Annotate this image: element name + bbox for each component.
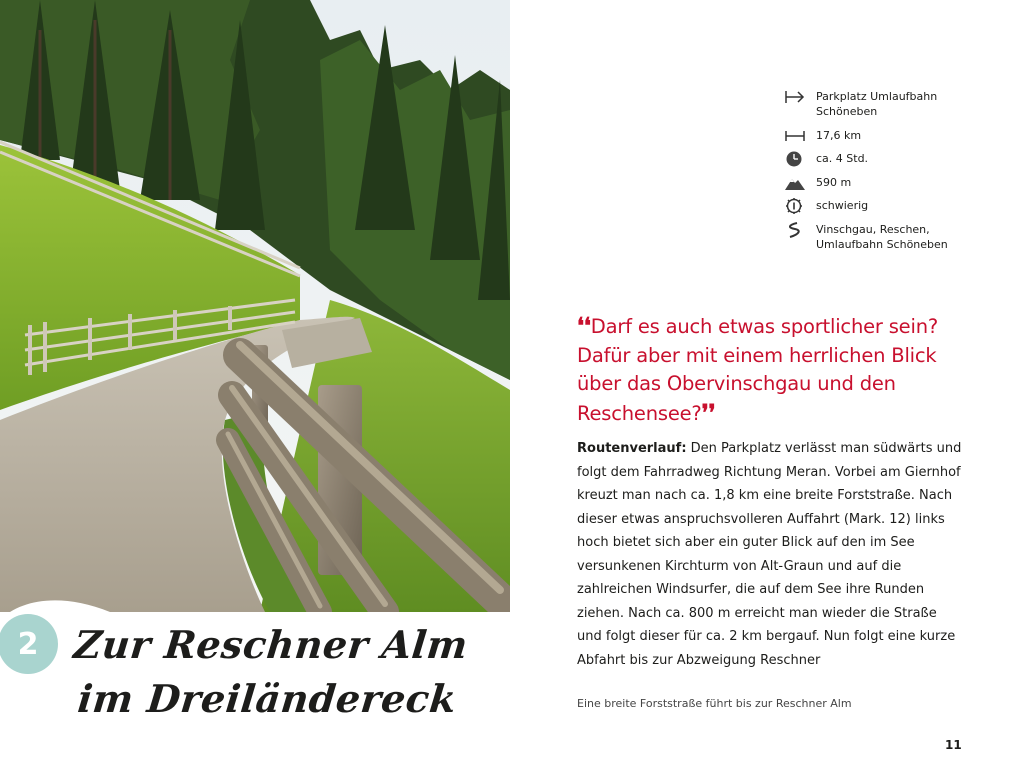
distance-icon [784, 128, 806, 144]
mountain-icon [784, 175, 806, 191]
route-icon [784, 222, 806, 238]
info-difficulty-text: schwierig [816, 199, 869, 212]
route-description [577, 437, 962, 672]
clock-icon [784, 151, 806, 167]
quote-text: Darf es auch etwas sportlicher sein? Dafür aber mit einem herrlichen Blick über das Obervinschgau und den Reschensee? [577, 315, 939, 425]
info-route [784, 222, 948, 252]
photo-illustration [0, 0, 510, 612]
pull-quote [577, 312, 967, 428]
info-distance-text: 17,6 km [816, 129, 862, 142]
route-description-lead: Routenverlauf: [577, 441, 687, 456]
forest-road-photo [0, 0, 510, 612]
tour-title-line-1: Zur Reschner Alm [71, 622, 471, 667]
quote-close-icon: ❜❜ [701, 399, 716, 426]
quote-open-icon: ❛❛ [577, 313, 591, 339]
start-arrow-icon [784, 89, 806, 105]
page-number: 11 [945, 738, 962, 752]
info-route-text: Vinschgau, Reschen, Umlaufbahn Schöneben [816, 223, 948, 251]
info-duration [784, 151, 868, 167]
difficulty-icon [784, 198, 806, 214]
tour-title-line-2: im Dreiländereck [75, 676, 459, 721]
info-elevation [784, 175, 851, 191]
info-start-text: Parkplatz Umlaufbahn Schöneben [816, 90, 938, 118]
photo-caption: Eine breite Forststraße führt bis zur Reschner Alm [577, 697, 852, 710]
info-distance [784, 128, 861, 144]
title-backdrop [0, 560, 520, 780]
info-difficulty [784, 198, 868, 214]
info-duration-text: ca. 4 Std. [816, 152, 869, 165]
route-description-text: Den Parkplatz verlässt man südwärts und folgt dem Fahrradweg Richtung Meran. Vorbei am Giernhof kreuzt man nach ca. 1,8 km eine breite Forststraße. Nach dieser etwas anspruchsvolleren Auffahrt (Mark. 12) links hoch bietet sich aber ein guter Blick auf den im See versunkenen Kirchturm von Alt-Graun und auf die zahlreichen Windsurfer, die auf dem See ihre Runden ziehen. Nach ca. 800 m erreicht man wieder die Straße und folgt dieser für ca. 2 km bergauf. Nun folgt eine kurze Abfahrt bis zur Abzweigung Reschner [577, 441, 962, 668]
info-start [784, 89, 937, 119]
tour-number-badge: 2 [0, 614, 58, 674]
info-elevation-text: 590 m [816, 176, 852, 189]
